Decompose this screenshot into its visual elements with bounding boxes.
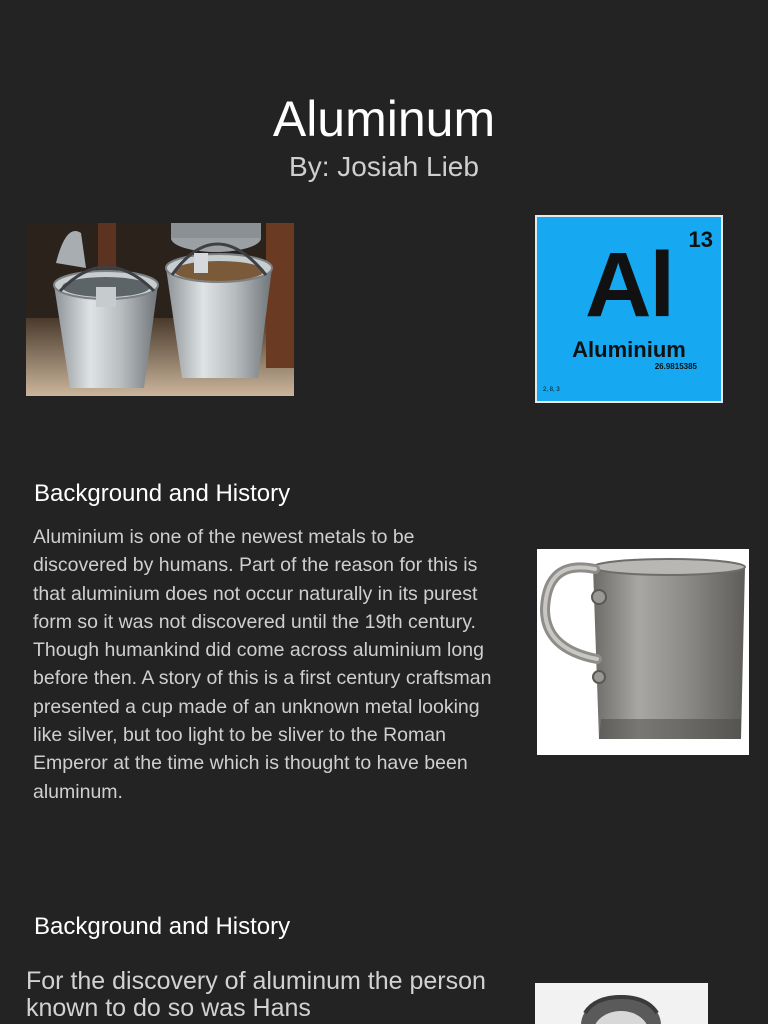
page-subtitle: By: Josiah Lieb: [289, 151, 479, 182]
section-body: Aluminium is one of the newest metals to be discovered by humans. Part of the reason for this is that aluminium does not occur naturally in its purest form so it was not discovered until the 19th century. Though humankind did come across aluminium long before then. A story of this is a first century craftsman presented a cup made of an unknown metal looking like silver, but too light to be sliver to the Roman Emperor at the time which is thought to have been aluminum.: [33, 526, 492, 803]
section-body: For the discovery of aluminum the person known to do so was Hans: [26, 967, 486, 1022]
element-name: Aluminium: [572, 337, 686, 362]
cup-photo: [537, 549, 749, 755]
section-heading: Background and History: [34, 913, 291, 940]
portrait-photo: [535, 983, 708, 1024]
buckets-illustration: [26, 223, 294, 396]
atomic-number: 13: [688, 227, 713, 252]
buckets-photo: [26, 223, 294, 396]
cup-illustration: [537, 549, 749, 755]
section-heading: Background and History: [34, 480, 291, 507]
element-symbol: Al: [585, 234, 673, 336]
atomic-mass: 26.9815385: [654, 362, 697, 371]
aluminium-element-tile: [535, 215, 723, 403]
page-title: Aluminum: [272, 91, 496, 147]
element-tile-background: [535, 215, 723, 403]
portrait-illustration: [535, 983, 708, 1024]
electron-configuration: 2, 8, 3: [543, 387, 560, 393]
